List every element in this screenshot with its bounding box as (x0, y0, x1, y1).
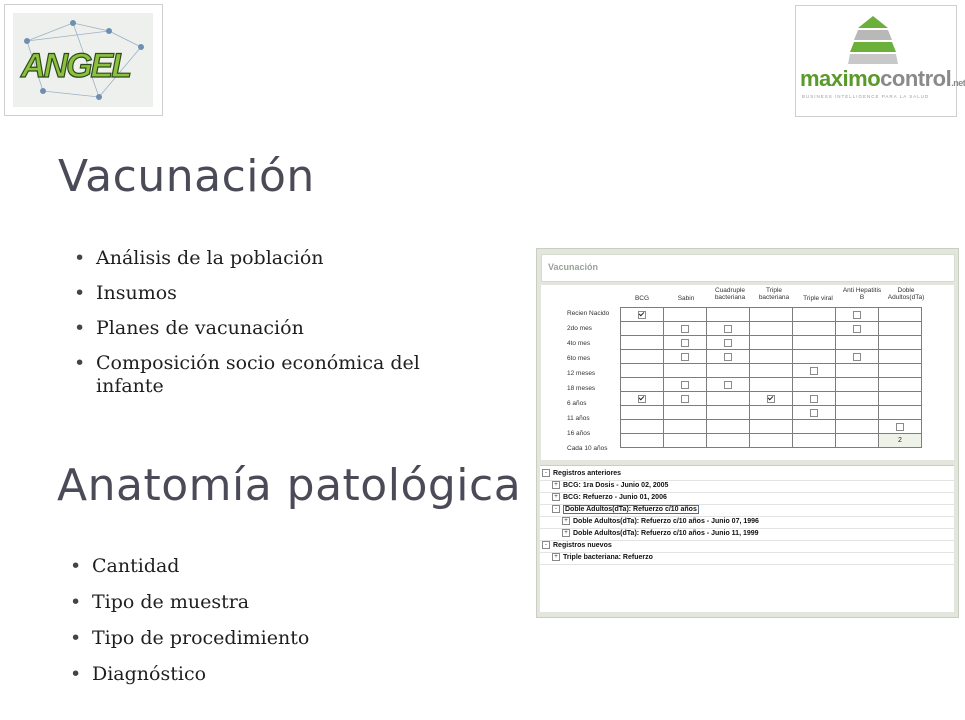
table-cell (707, 392, 750, 406)
tree-node[interactable] (562, 529, 759, 537)
expand-icon[interactable]: + (552, 481, 560, 489)
dose-value-cell[interactable]: 2 (879, 434, 922, 448)
table-cell (621, 336, 664, 350)
grid-row-label: 12 meses (567, 370, 596, 377)
table-cell (750, 308, 793, 322)
expand-icon[interactable]: + (562, 529, 570, 537)
table-cell (879, 350, 922, 364)
grid-column-header: Cuadruple bacteriana (714, 287, 746, 301)
collapse-icon[interactable]: - (542, 469, 550, 477)
table-cell (664, 420, 707, 434)
table-cell (750, 378, 793, 392)
tree-node-label: BCG: Refuerzo - Junio 01, 2006 (563, 493, 667, 501)
bullet-item: • Análisis de la población (74, 247, 459, 270)
table-cell (750, 406, 793, 420)
logo-word-maximo: maximo (800, 66, 881, 91)
grid-row-label: 6 años (567, 400, 587, 407)
checkbox[interactable] (810, 409, 818, 417)
table-cell (707, 308, 750, 322)
table-cell (793, 392, 836, 406)
table-cell (793, 420, 836, 434)
table-cell (621, 434, 664, 448)
vaccination-schedule-table (620, 307, 922, 448)
maximocontrol-logo (795, 5, 965, 117)
vaccination-grid-panel (541, 285, 954, 460)
tree-node-label: Triple bacteriana: Refuerzo (563, 553, 653, 561)
table-cell (836, 378, 879, 392)
tree-node[interactable] (552, 493, 667, 501)
table-cell (664, 322, 707, 336)
table-cell (621, 350, 664, 364)
pyramid-icon (848, 14, 898, 66)
table-row (621, 420, 922, 434)
expand-icon[interactable]: + (562, 517, 570, 525)
bullet-item: • Composición socio económica del infante (74, 352, 459, 398)
bullet-item: • Insumos (74, 282, 459, 305)
table-cell (621, 378, 664, 392)
grid-column-header: Triple bacteriana (758, 287, 790, 301)
table-cell (750, 322, 793, 336)
checkbox[interactable] (681, 339, 689, 347)
table-cell (750, 420, 793, 434)
table-cell (793, 364, 836, 378)
table-cell (707, 406, 750, 420)
table-cell (793, 350, 836, 364)
table-cell (664, 364, 707, 378)
table-row (621, 336, 922, 350)
table-cell (664, 392, 707, 406)
angel-logo (4, 4, 163, 116)
checkbox[interactable] (896, 423, 904, 431)
table-cell (793, 434, 836, 448)
expand-icon[interactable]: + (552, 553, 560, 561)
grid-column-header: Doble Adultos(dTa) (887, 287, 925, 301)
table-cell (836, 420, 879, 434)
grid-column-header: Sabin (677, 295, 695, 302)
table-cell (879, 336, 922, 350)
table-cell (793, 336, 836, 350)
checkbox[interactable] (724, 325, 732, 333)
grid-column-header: Triple viral (803, 295, 833, 302)
table-row (621, 434, 922, 448)
app-panel-title: Vacunación (548, 262, 599, 272)
table-cell (750, 392, 793, 406)
table-cell (664, 406, 707, 420)
table-cell (664, 434, 707, 448)
grid-row-label: 11 años (567, 415, 590, 422)
table-cell (621, 322, 664, 336)
table-cell (707, 378, 750, 392)
table-cell (793, 378, 836, 392)
table-cell (836, 322, 879, 336)
grid-column-header: Anti Hepatitis B (842, 287, 882, 301)
checkbox[interactable] (810, 367, 818, 375)
table-row (621, 364, 922, 378)
vacunacion-bullet-list (74, 247, 459, 410)
table-row (621, 308, 922, 322)
table-cell (750, 336, 793, 350)
checkbox[interactable] (853, 353, 861, 361)
expand-icon[interactable]: + (552, 493, 560, 501)
checkbox[interactable] (681, 353, 689, 361)
table-cell (836, 308, 879, 322)
table-cell (621, 420, 664, 434)
table-cell (750, 434, 793, 448)
bullet-item: • Tipo de muestra (70, 591, 450, 614)
table-cell (879, 420, 922, 434)
tree-node[interactable] (552, 553, 653, 561)
grid-row-label: 16 años (567, 430, 591, 437)
checkbox[interactable] (724, 339, 732, 347)
table-cell (621, 364, 664, 378)
vaccination-app-panel (536, 248, 959, 618)
table-cell (879, 308, 922, 322)
table-row (621, 350, 922, 364)
grid-row-label: Cada 10 años (567, 445, 608, 452)
table-cell (621, 392, 664, 406)
table-cell (836, 406, 879, 420)
table-cell (879, 364, 922, 378)
logo-tagline: BUSINESS INTELLIGENCE PARA LA SALUD (802, 94, 930, 99)
maximocontrol-wordmark (800, 66, 965, 92)
collapse-icon[interactable]: - (552, 505, 560, 513)
tree-node-label: Registros nuevos (553, 541, 612, 549)
checkbox[interactable] (853, 325, 861, 333)
tree-node-label: Doble Adultos(dTa): Refuerzo c/10 años - Junio 11, 1999 (573, 529, 759, 537)
table-cell (879, 322, 922, 336)
table-cell (664, 308, 707, 322)
tree-node[interactable] (552, 481, 668, 489)
grid-row-label: 18 meses (567, 385, 596, 392)
app-panel-header (541, 254, 955, 282)
table-cell (664, 336, 707, 350)
section-title-vacunacion: Vacunación (58, 151, 315, 202)
table-cell (836, 392, 879, 406)
table-cell (793, 308, 836, 322)
grid-row-label: 6to mes (567, 355, 591, 362)
table-row (621, 378, 922, 392)
table-cell (621, 406, 664, 420)
bullet-item: • Diagnóstico (70, 663, 450, 686)
table-cell (793, 406, 836, 420)
table-row (621, 406, 922, 420)
table-cell (836, 434, 879, 448)
checkbox[interactable] (681, 381, 689, 389)
grid-column-header: BCG (634, 295, 650, 302)
table-cell (793, 322, 836, 336)
table-cell (879, 406, 922, 420)
table-cell (879, 392, 922, 406)
bullet-item: • Tipo de procedimiento (70, 627, 450, 650)
anatomia-bullet-list (70, 555, 450, 699)
table-cell (750, 350, 793, 364)
table-cell (707, 336, 750, 350)
table-cell (707, 364, 750, 378)
checked-checkbox[interactable] (767, 395, 775, 403)
checkbox[interactable] (724, 353, 732, 361)
tree-node-label: Registros anteriores (553, 469, 622, 477)
checkbox[interactable] (810, 395, 818, 403)
angel-logo-graphic (13, 13, 153, 107)
table-cell (664, 378, 707, 392)
checkbox[interactable] (853, 311, 861, 319)
table-cell (836, 336, 879, 350)
tree-node[interactable] (542, 469, 621, 477)
table-row (621, 392, 922, 406)
checked-checkbox[interactable] (638, 311, 646, 319)
section-title-anatomia: Anatomía patológica (57, 460, 522, 511)
table-cell (621, 308, 664, 322)
collapse-icon[interactable]: - (542, 541, 550, 549)
checked-checkbox[interactable] (638, 395, 646, 403)
grid-row-label: 2do mes (567, 325, 592, 332)
table-cell (836, 364, 879, 378)
tree-node-label: BCG: 1ra Dosis - Junio 02, 2005 (563, 481, 669, 489)
grid-row-label: 4to mes (567, 340, 591, 347)
table-cell (707, 434, 750, 448)
table-cell (707, 322, 750, 336)
tree-node-label: Doble Adultos(dTa): Refuerzo c/10 años (565, 505, 697, 513)
table-row (621, 322, 922, 336)
table-cell (836, 350, 879, 364)
table-cell (750, 364, 793, 378)
logo-suffix: .net (951, 78, 965, 88)
logo-word-control: control (880, 66, 952, 91)
bullet-item: • Planes de vacunación (74, 317, 459, 340)
grid-row-label: Recien Nacido (567, 310, 610, 317)
angel-logo-wordmark: ANGEL (21, 47, 130, 85)
checkbox[interactable] (681, 395, 689, 403)
tree-node[interactable] (552, 505, 699, 513)
table-cell (664, 350, 707, 364)
bullet-item: • Cantidad (70, 555, 450, 578)
records-tree (540, 465, 954, 612)
table-cell (707, 420, 750, 434)
tree-node[interactable] (562, 517, 759, 525)
table-cell (879, 378, 922, 392)
angel-logo-image (13, 13, 153, 107)
tree-node-label: Doble Adultos(dTa): Refuerzo c/10 años - Junio 07, 1996 (573, 517, 759, 525)
table-cell (707, 350, 750, 364)
checkbox[interactable] (681, 325, 689, 333)
checkbox[interactable] (724, 381, 732, 389)
tree-node[interactable] (542, 541, 612, 549)
tree-row-divider (540, 564, 954, 565)
